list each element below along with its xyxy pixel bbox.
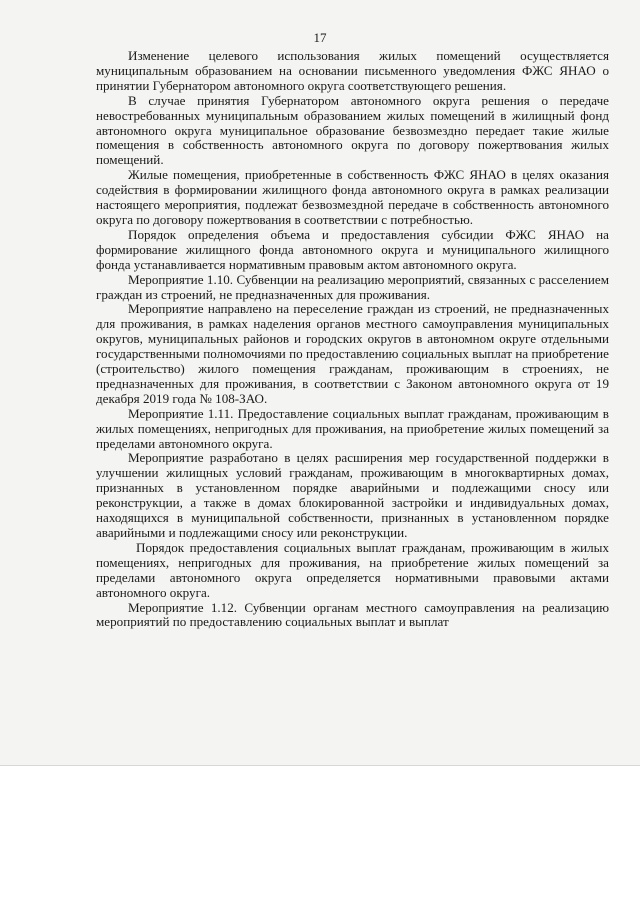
paragraph: Мероприятие 1.11. Предоставление социальных выплат гражданам, проживающим в жилых помещениях, непригодных для проживания, на приобретение жилых помещений за пределами автономного округа.: [96, 405, 609, 451]
paragraph: Порядок определения объема и предоставления субсидии ФЖС ЯНАО на формирование жилищного фонда автономного округа и муниципального жилищного фонда устанавливается нормативным правовым актом автономного округа.: [96, 226, 609, 272]
paragraph: Мероприятие 1.10. Субвенции на реализацию мероприятий, связанных с расселением граждан из строений, не предназначенных для проживания.: [96, 271, 609, 302]
paragraph: Мероприятие разработано в целях расширения мер государственной поддержки в улучшении жилищных условий гражданам, проживающим в многоквартирных домах, признанных в установленном порядке аварийными и подлежащими сносу или реконструкции, а также в домах блокированной застройки и индивидуальных домах, находящихся в муниципальной собственности, признанных в установленном порядке аварийными и подлежащими сносу или реконструкции.: [96, 450, 609, 540]
paragraph: В случае принятия Губернатором автономного округа решения о передаче невостребованных муниципальным образованием жилых помещений в жилищный фонд автономного округа муниципальное образование безвозмездно передает такие жилые помещения в собственность автономного округа по договору пожертвования жилых помещений.: [96, 92, 609, 168]
paragraph: Изменение целевого использования жилых помещений осуществляется муниципальным образованием на основании письменного уведомления ФЖС ЯНАО о принятии Губернатором автономного округа соответствующего решения.: [96, 48, 609, 93]
document-body: [96, 49, 609, 630]
paragraph: Мероприятие направлено на переселение граждан из строений, не предназначенных для проживания, в рамках наделения органов местного самоуправления муниципальных округов, муниципальных районов и городских округов в автономном округе отдельными государственными полномочиями по предоставлению социальных выплат на приобретение (строительство) жилого помещения гражданам, проживающим в строениях, не предназначенных для проживания, в соответствии с Законом автономного округа от 19 декабря 2019 года № 108-ЗАО.: [96, 301, 609, 406]
paragraph: Жилые помещения, приобретенные в собственность ФЖС ЯНАО в целях оказания содействия в формировании жилищного фонда автономного округа в рамках реализации настоящего мероприятия, подлежат безвозмездной передаче в собственность автономного округа по договору пожертвования в соответствии с потребностью.: [96, 167, 609, 227]
page-number: 17: [313, 30, 327, 45]
paragraph: Мероприятие 1.12. Субвенции органам местного самоуправления на реализацию мероприятий по предоставлению социальных выплат и выплат: [96, 599, 609, 630]
paragraph: Порядок предоставления социальных выплат гражданам, проживающим в жилых помещениях, непригодных для проживания, на приобретение жилых помещений за пределами автономного округа определяется нормативными правовыми актами автономного округа.: [96, 539, 609, 600]
